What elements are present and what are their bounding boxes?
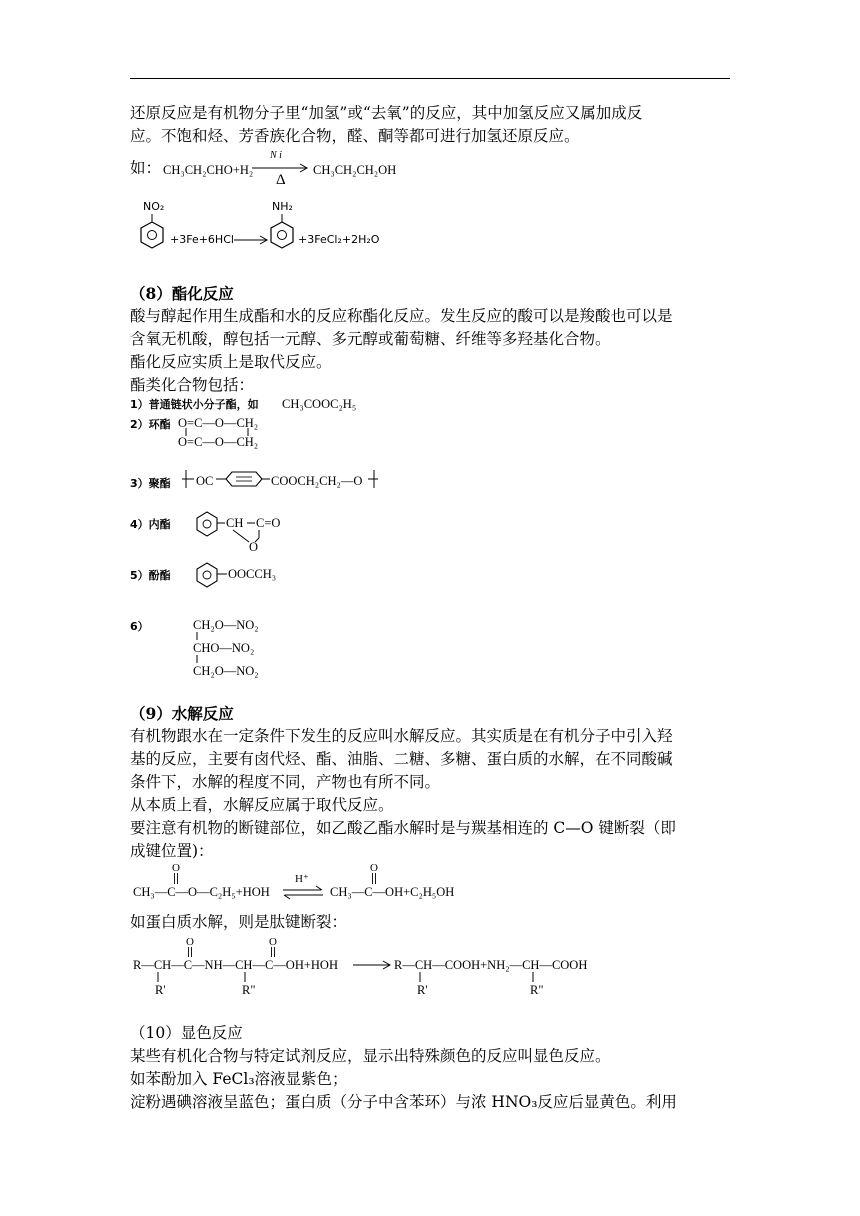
eq3-reactants: CH₃—C—O—C₂H₅+HOH [133,885,270,899]
ester6-row-2: CHO—NO₂ [193,641,255,655]
eq1-reactants: CH₃CH₂CHO+H₂ [163,163,254,177]
eq4-side-chain-bonds [150,972,570,984]
color-line-2: 如苯酚加入 FeCl₃溶液显紫色； [130,1070,348,1088]
eq4-carbonyl-o-1: O [186,936,194,948]
ester3-right-group: COOCH₂CH₂—O [271,474,363,488]
hydro-line-3: 条件下，水解的程度不同，产物也有所不同。 [130,773,441,791]
ester6-row-3: CH₂O—NO₂ [193,664,259,678]
reduction-line-1: 还原反应是有机物分子里“加氢”或“去氧”的反应，其中加氢反应又属加成反 [130,104,643,122]
eq4-carbonyl-o-2: O [269,936,277,948]
eq1-catalyst: N i [270,150,282,161]
ester1-label: 1）普通链状小分子酯，如 [130,398,259,411]
eq3-products: CH₃—C—OH+C₂H₅OH [330,885,455,899]
reduction-line-2: 应。不饱和烃、芳香族化合物，醛、酮等都可进行加氢还原反应。 [130,127,580,145]
eq4-arrow [353,958,393,972]
hydro-line-2: 基的反应，主要有卤代烃、酯、油脂、二糖、多糖、蛋白质的水解，在不同酸碱 [130,750,673,768]
eq2-products: +3FeCl₂+2H₂O [298,233,380,246]
heading-hydrolysis: （9）水解反应 [130,704,234,723]
ester-line-4: 酯类化合物包括： [130,376,255,394]
ester2-row-2: O=C—O—CH₂ [178,435,259,449]
ester4-label: 4）内酯 [130,518,171,531]
hydro-line-5: 要注意有机物的断键部位，如乙酸乙酯水解时是与羰基相连的 C—O 键断裂（即 [130,819,676,837]
ester6-backbone [194,632,204,672]
ester-line-2: 含氧无机酸，醇包括一元醇、多元醇或葡萄糖、纤维等多羟基化合物。 [130,330,611,348]
eq1-prefix: 如： [130,159,162,177]
eq2-nh2: NH₂ [272,200,293,213]
eq2-benzene-ring-2 [268,216,298,256]
ester4-ring-oxygen: O [249,540,259,554]
ester2-row-1: O=C—O—CH₂ [178,416,259,430]
color-line-1: 某些有机化合物与特定试剂反应，显示出特殊颜色的反应叫显色反应。 [130,1047,611,1065]
ester5-label: 5）酚酯 [130,569,171,582]
eq4-reactants: R—CH—C—NH—CH—C—OH+HOH [133,958,338,972]
heading-esterification: （8）酯化反应 [130,284,234,303]
eq3-carbonyl-o-1: O [172,862,180,874]
eq3-condition: H⁺ [295,873,309,885]
eq2-reagents: +3Fe+6HCl [170,233,234,246]
protein-line: 如蛋白质水解，则是肽键断裂： [130,913,348,931]
eq3-equilibrium-arrow [283,886,325,900]
ester-line-3: 酯化反应实质上是取代反应。 [130,353,332,371]
eq4-r-1: R' [155,983,166,997]
ester2-ring-bonds [180,428,260,438]
eq4-r-3: R' [417,983,428,997]
ester1-formula: CH₃COOC₂H₅ [282,397,357,411]
eq1-products: CH₃CH₂CH₂OH [313,163,397,177]
hydro-line-4: 从本质上看，水解反应属于取代反应。 [130,796,394,814]
ester4-carbonyl: C=O [256,516,281,530]
ester2-label: 2）环酯 [130,418,171,431]
ester-line-1: 酸与醇起作用生成酯和水的反应称酯化反应。发生反应的酸可以是羧酸也可以是 [130,307,673,325]
eq4-products: R—CH—COOH+NH₂—CH—COOH [394,958,588,972]
eq4-r-2: R" [242,983,256,997]
heading-color-reaction: （10）显色反应 [130,1024,243,1042]
eq2-benzene-ring-1 [138,216,168,256]
hydro-line-1: 有机物跟水在一定条件下发生的反应叫水解反应。其实质是在有机分子中引入羟 [130,727,673,745]
hydro-line-6: 成键位置)： [130,842,214,860]
eq2-no2: NO₂ [143,200,165,213]
ester5-group: OOCCH₃ [228,567,277,581]
color-line-3: 淀粉遇碘溶液呈蓝色；蛋白质（分子中含苯环）与浓 HNO₃反应后显黄色。利用 [130,1093,677,1111]
ester4-ch: CH [226,516,244,530]
eq2-arrow [234,234,270,246]
ester6-label: 6） [130,620,149,633]
eq4-r-4: R" [530,983,544,997]
ester3-label: 3）聚酯 [130,477,171,490]
eq3-carbonyl-o-2: O [370,862,378,874]
ester6-row-1: CH₂O—NO₂ [193,618,259,632]
ester3-left-group: OC [196,474,214,488]
eq1-condition: Δ [276,172,286,188]
header-rule [130,78,730,79]
